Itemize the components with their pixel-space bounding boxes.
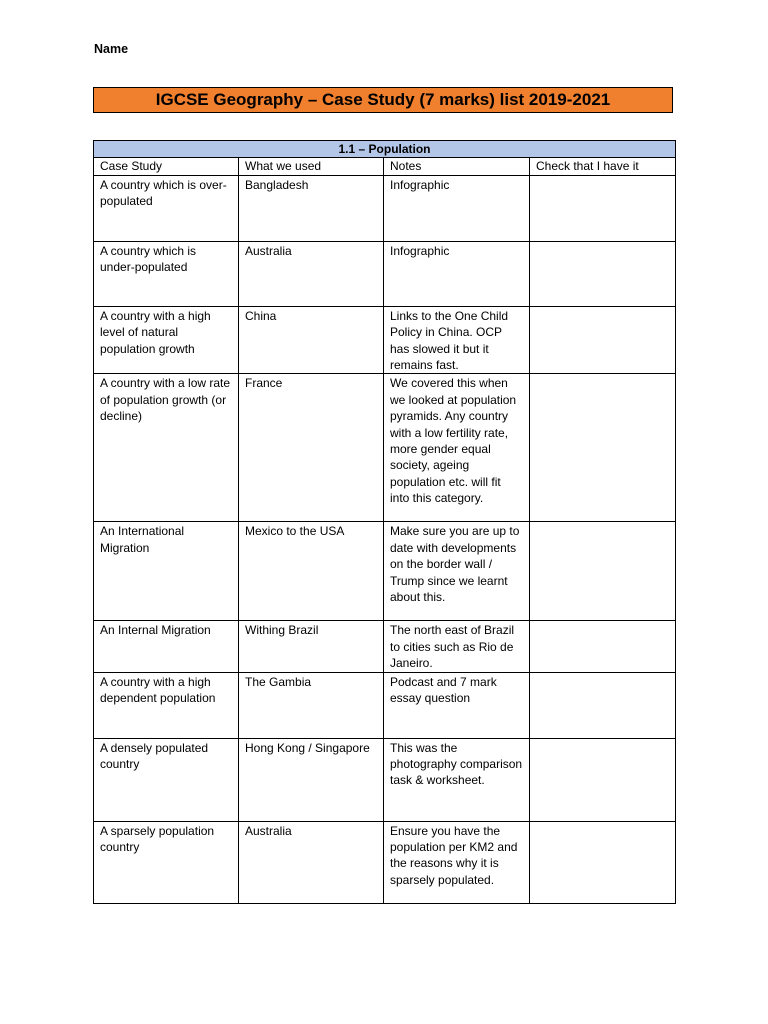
used-cell: Mexico to the USA [239,522,384,621]
check-cell[interactable] [530,175,676,241]
case-cell: A sparsely population country [94,821,239,903]
case-cell: A country with a high dependent population [94,672,239,738]
case-cell: A country with a low rate of population growth (or decline) [94,374,239,522]
table-row [94,306,676,374]
check-cell[interactable] [530,672,676,738]
check-cell[interactable] [530,522,676,621]
notes-cell: The north east of Brazil to cities such as Rio de Janeiro. [384,621,530,672]
table-row [94,374,676,522]
column-header-notes: Notes [384,158,530,175]
used-cell: Australia [239,241,384,306]
notes-cell: Make sure you are up to date with developments on the border wall / Trump since we learnt about this. [384,522,530,621]
check-cell[interactable] [530,821,676,903]
check-cell[interactable] [530,241,676,306]
notes-cell: Ensure you have the population per KM2 and the reasons why it is sparsely populated. [384,821,530,903]
case-cell: A country with a high level of natural population growth [94,306,239,374]
name-label: Name [94,42,129,56]
column-header-what-we-used: What we used [239,158,384,175]
table-row [94,821,676,903]
used-cell: France [239,374,384,522]
used-cell: Withing Brazil [239,621,384,672]
table-row [94,621,676,672]
table-row [94,241,676,306]
table-row [94,738,676,821]
case-cell: A densely populated country [94,738,239,821]
used-cell: The Gambia [239,672,384,738]
case-study-table [93,140,676,904]
used-cell: Bangladesh [239,175,384,241]
used-cell: China [239,306,384,374]
notes-cell: Infographic [384,175,530,241]
table-row [94,175,676,241]
notes-cell: Podcast and 7 mark essay question [384,672,530,738]
check-cell[interactable] [530,621,676,672]
column-header-case-study: Case Study [94,158,239,175]
check-cell[interactable] [530,738,676,821]
document-title: IGCSE Geography – Case Study (7 marks) list 2019-2021 [93,87,673,113]
case-cell: A country which is over-populated [94,175,239,241]
used-cell: Hong Kong / Singapore [239,738,384,821]
notes-cell: We covered this when we looked at population pyramids. Any country with a low fertility rate, more gender equal society, ageing population etc. will fit into this category. [384,374,530,522]
column-header-check: Check that I have it [530,158,676,175]
check-cell[interactable] [530,306,676,374]
notes-cell: Links to the One Child Policy in China. OCP has slowed it but it remains fast. [384,306,530,374]
notes-cell: Infographic [384,241,530,306]
table-row [94,522,676,621]
section-title: 1.1 – Population [94,141,676,158]
case-cell: An International Migration [94,522,239,621]
case-cell: An Internal Migration [94,621,239,672]
case-cell: A country which is under-populated [94,241,239,306]
used-cell: Australia [239,821,384,903]
check-cell[interactable] [530,374,676,522]
notes-cell: This was the photography comparison task & worksheet. [384,738,530,821]
table-row [94,672,676,738]
